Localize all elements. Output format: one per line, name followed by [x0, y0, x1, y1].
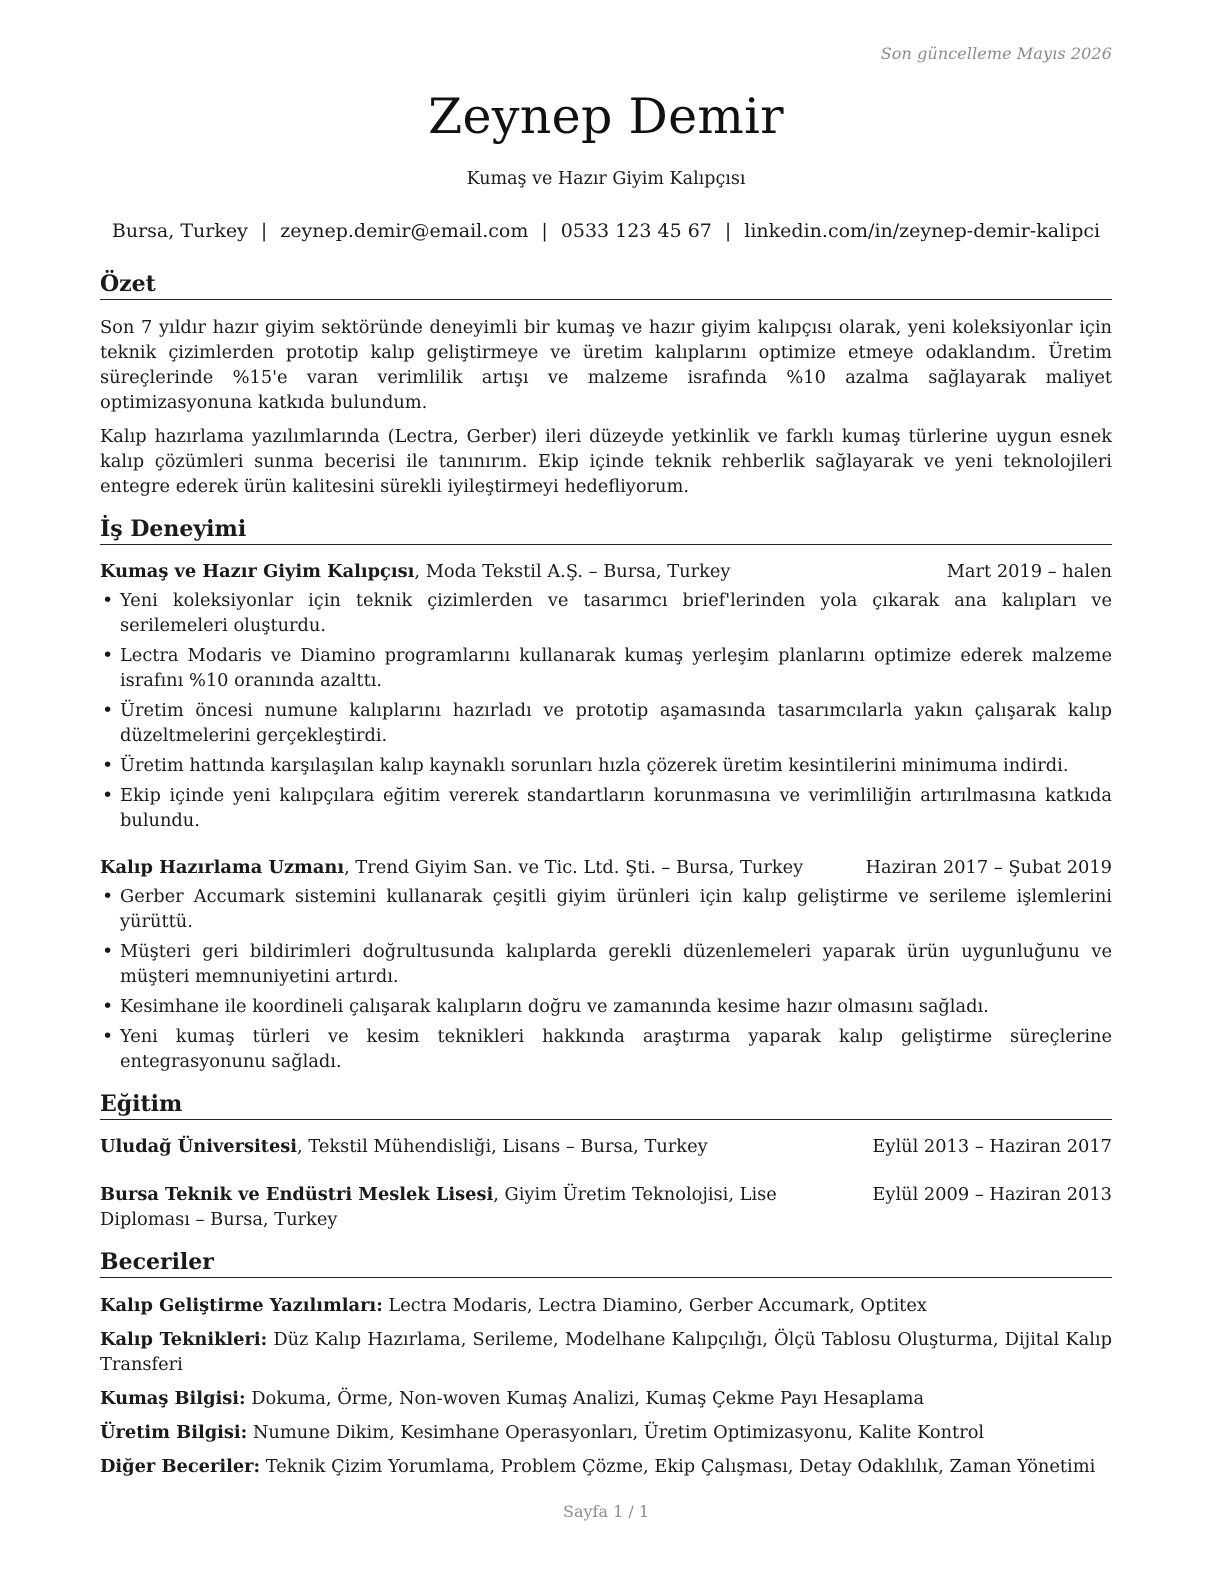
job-bullet: • Yeni kumaş türleri ve kesim teknikleri hakkında araştırma yaparak kalıp geliştirme süreçlerine entegrasyonunu sağladı.: [100, 1024, 1112, 1074]
skill-value: Düz Kalıp Hazırlama, Serileme, Modelhane Kalıpçılığı, Ölçü Tablosu Oluşturma, Dijital Kalıp Transferi: [100, 1329, 1112, 1375]
job-company: , Moda Tekstil A.Ş. – Bursa, Turkey: [414, 561, 731, 582]
skill-label: Kumaş Bilgisi:: [100, 1388, 246, 1409]
job-company: , Trend Giyim San. ve Tic. Ltd. Şti. – Bursa, Turkey: [344, 857, 804, 878]
school-detail: , Tekstil Mühendisliği, Lisans – Bursa, Turkey: [297, 1136, 708, 1157]
job-bullet: • Üretim hattında karşılaşılan kalıp kaynaklı sorunları hızla çözerek üretim kesintilerini minimuma indirdi.: [100, 753, 1112, 778]
job-bullet: • Ekip içinde yeni kalıpçılara eğitim vererek standartların korunmasına ve verimliliğin artırılmasına katkıda bulundu.: [100, 783, 1112, 833]
job-bullet: • Lectra Modaris ve Diamino programlarını kullanarak kumaş yerleşim planlarını optimize ederek malzeme israfını %10 oranında azalttı.: [100, 643, 1112, 693]
skill-label: Üretim Bilgisi:: [100, 1422, 248, 1443]
job-bullets: [100, 884, 1112, 1074]
education-dates: Eylül 2009 – Haziran 2013: [872, 1184, 1112, 1205]
job-dates: Haziran 2017 – Şubat 2019: [865, 857, 1112, 878]
summary-heading: Özet: [100, 270, 1112, 300]
summary-paragraph: Son 7 yıldır hazır giyim sektöründe deneyimli bir kumaş ve hazır giyim kalıpçısı olarak, yeni koleksiyonlar için teknik çizimlerden prototip kalıp geliştirmeye ve üretim kalıplarını optimize etmeye odaklandım. Üretim süreçlerinde %15'e varan verimlilik artışı ve malzeme israfında %10 azalma sağlayarak maliyet optimizasyonuna katkıda bulundum.: [100, 317, 1112, 413]
contact-linkedin[interactable]: linkedin.com/in/zeynep-demir-kalipci: [744, 220, 1101, 242]
contact-separator: |: [724, 220, 732, 242]
job-bullet: • Kesimhane ile koordineli çalışarak kalıpların doğru ve zamanında kesime hazır olmasını sağladı.: [100, 994, 1112, 1019]
skill-value: Teknik Çizim Yorumlama, Problem Çözme, Ekip Çalışması, Detay Odaklılık, Zaman Yönetimi: [260, 1456, 1096, 1477]
education-dates: Eylül 2013 – Haziran 2017: [872, 1136, 1112, 1157]
school-name: Uludağ Üniversitesi: [100, 1136, 298, 1157]
job-bullet: • Gerber Accumark sistemini kullanarak çeşitli giyim ürünleri için kalıp geliştirme ve serileme işlemlerini yürüttü.: [100, 884, 1112, 934]
skill-value: Dokuma, Örme, Non-woven Kumaş Analizi, Kumaş Çekme Payı Hesaplama: [245, 1388, 925, 1409]
page-number: Sayfa 1 / 1: [562, 1502, 649, 1521]
skill-row: [100, 1293, 1112, 1318]
last-updated: Son güncelleme Mayıs 2026: [880, 44, 1112, 63]
job-role: Kumaş ve Hazır Giyim Kalıpçısı: [100, 561, 415, 582]
job-bullet: • Yeni koleksiyonlar için teknik çizimlerden ve tasarımcı brief'lerinden yola çıkarak ana kalıpları ve serilemeleri oluşturdu.: [100, 588, 1112, 638]
job-header: [100, 559, 1112, 584]
job-entry: [100, 559, 1112, 833]
experience-heading: İş Deneyimi: [100, 515, 1112, 545]
job-header: [100, 855, 1112, 880]
skill-label: Kalıp Teknikleri:: [100, 1329, 268, 1350]
skill-row: [100, 1420, 1112, 1445]
education-heading: Eğitim: [100, 1090, 1112, 1120]
education-entry: [100, 1134, 1112, 1159]
contact-email[interactable]: zeynep.demir@email.com: [280, 220, 529, 242]
job-dates: Mart 2019 – halen: [946, 561, 1112, 582]
experience-section: [100, 515, 1112, 1074]
school-name: Bursa Teknik ve Endüstri Meslek Lisesi: [100, 1184, 494, 1205]
skill-row: [100, 1327, 1112, 1377]
skill-row: [100, 1386, 1112, 1411]
resume-page: [100, 0, 1112, 1584]
skills-heading: Beceriler: [100, 1248, 1112, 1278]
skill-label: Kalıp Geliştirme Yazılımları:: [100, 1295, 383, 1316]
education-section: [100, 1090, 1112, 1232]
summary-section: [100, 270, 1112, 499]
contact-separator: |: [541, 220, 548, 242]
job-bullets: [100, 588, 1112, 833]
skills-section: [100, 1248, 1112, 1479]
contact-phone[interactable]: 0533 123 45 67: [560, 220, 712, 242]
skill-value: Lectra Modaris, Lectra Diamino, Gerber Accumark, Optitex: [382, 1295, 927, 1316]
skill-value: Numune Dikim, Kesimhane Operasyonları, Üretim Optimizasyonu, Kalite Kontrol: [247, 1422, 985, 1443]
skill-row: [100, 1454, 1112, 1479]
contact-separator: |: [260, 220, 268, 242]
job-title: Kumaş ve Hazır Giyim Kalıpçısı: [466, 169, 746, 189]
contact-line: [100, 219, 1112, 243]
contact-location: Bursa, Turkey: [111, 220, 248, 242]
resume-content: [100, 270, 1112, 1488]
job-entry: [100, 855, 1112, 1074]
job-bullet: • Müşteri geri bildirimleri doğrultusunda kalıplarda gerekli düzenlemeleri yaparak ürün uygunluğunu ve müşteri memnuniyetini artırdı.: [100, 939, 1112, 989]
skill-label: Diğer Beceriler:: [100, 1456, 261, 1477]
summary-paragraph: Kalıp hazırlama yazılımlarında (Lectra, Gerber) ileri düzeyde yetkinlik ve farklı kumaş türlerine uygun esnek kalıp çözümleri sunma becerisi ile tanınırım. Ekip içinde teknik rehberlik sağlayarak ve yeni teknolojileri entegre ederek ürün kalitesini sürekli iyileştirmeyi hedefliyorum.: [100, 426, 1112, 497]
school-detail: , Giyim Üretim Teknolojisi, Lise Diploması – Bursa, Turkey: [100, 1184, 777, 1230]
job-role: Kalıp Hazırlama Uzmanı: [100, 857, 345, 878]
person-name: Zeynep Demir: [428, 88, 784, 145]
job-bullet: • Üretim öncesi numune kalıplarını hazırladı ve prototip aşamasında tasarımcılarla yakın çalışarak kalıp düzeltmelerini gerçekleştirdi.: [100, 698, 1112, 748]
education-entry: [100, 1182, 1112, 1232]
